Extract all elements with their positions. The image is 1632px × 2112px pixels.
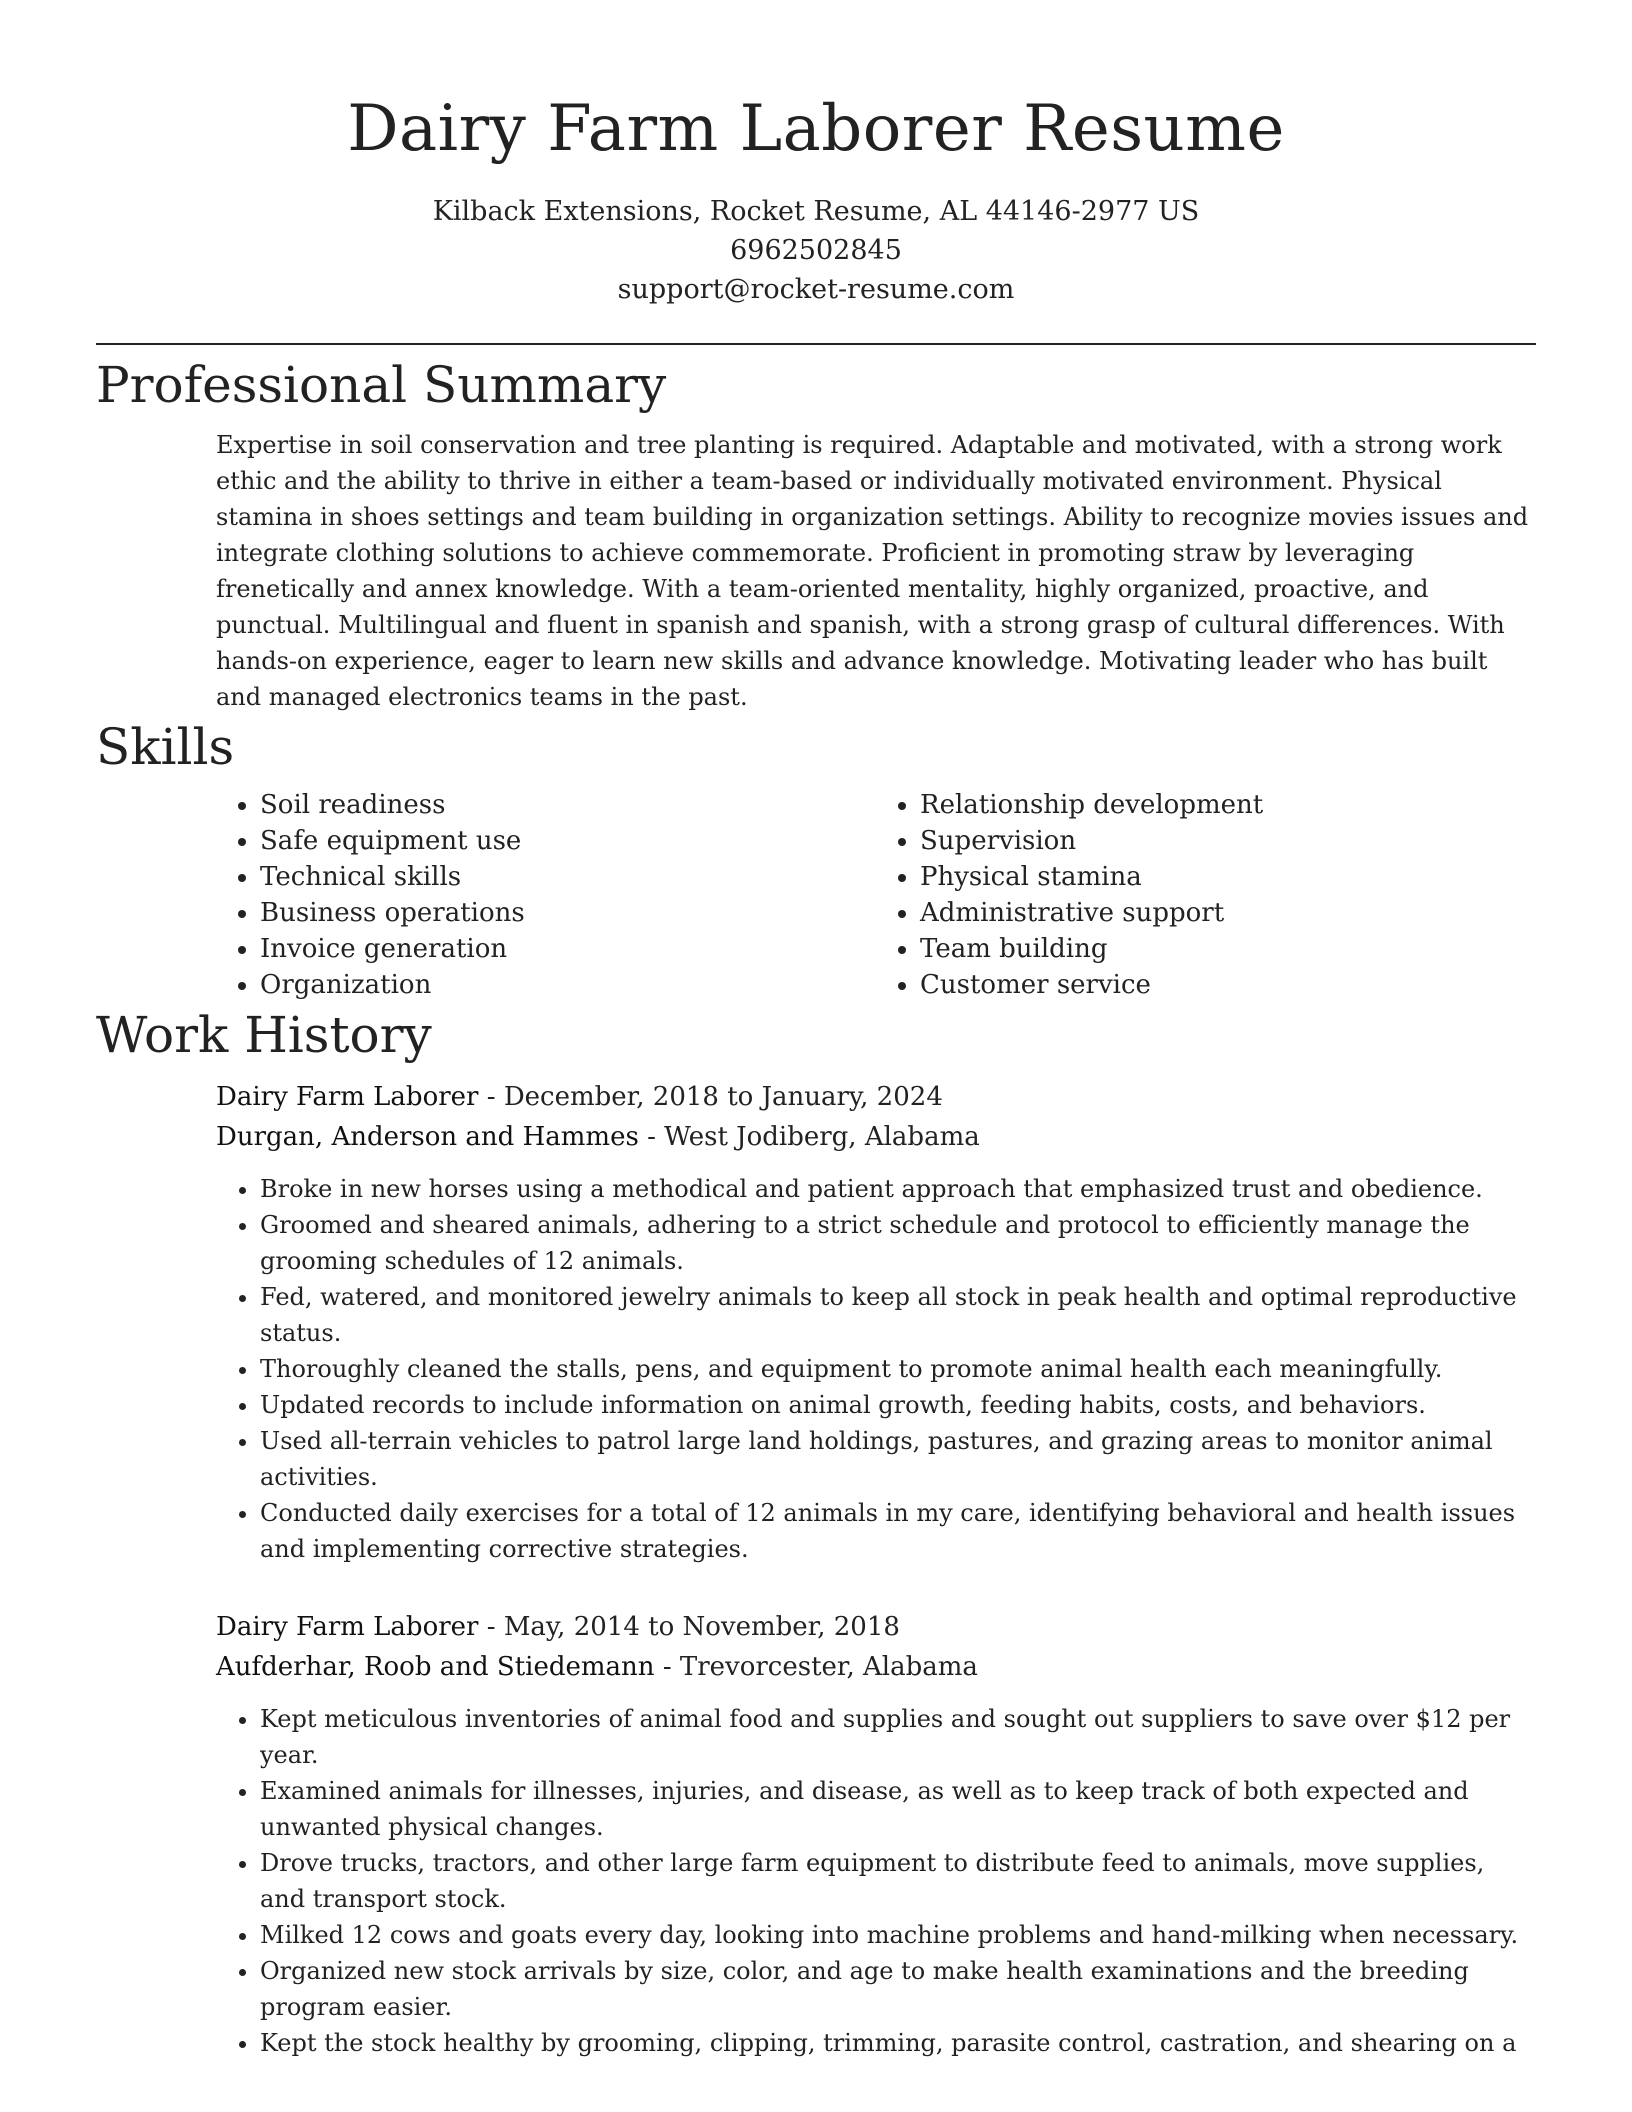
separator: - (486, 1612, 504, 1642)
job-bullet: • Kept the stock healthy by grooming, clipping, trimming, parasite control, castration, and shearing on a (260, 2025, 1536, 2061)
job-bullet: • Thoroughly cleaned the stalls, pens, and equipment to promote animal health each meaningfully. (260, 1351, 1536, 1387)
skill-item: • Invoice generation (260, 931, 876, 967)
email: support@rocket-resume.com (617, 274, 1015, 305)
job-bullet: • Groomed and sheared animals, adhering to a strict schedule and protocol to efficiently manage the grooming schedules of 12 animals. (260, 1207, 1536, 1279)
job-bullet: • Drove trucks, tractors, and other large farm equipment to distribute feed to animals, move supplies, and transport stock. (260, 1845, 1536, 1917)
summary-section (96, 353, 1536, 715)
skills-grid (216, 787, 1536, 1003)
job-title-line (216, 1607, 1536, 1647)
skill-item: • Administrative support (920, 895, 1536, 931)
skill-item: • Business operations (260, 895, 876, 931)
skill-item: • Organization (260, 967, 876, 1003)
job-bullet: • Broke in new horses using a methodical and patient approach that emphasized trust and obedience. (260, 1171, 1536, 1207)
job-entry (216, 1607, 1536, 2061)
header-divider (96, 343, 1536, 345)
job-entry (216, 1077, 1536, 1567)
job-bullet: • Conducted daily exercises for a total of 12 animals in my care, identifying behavioral and health issues and implementing corrective strategies. (260, 1495, 1536, 1567)
skill-item: • Safe equipment use (260, 823, 876, 859)
resume-page (96, 0, 1536, 2061)
separator: - (647, 1122, 665, 1152)
separator: - (662, 1652, 680, 1682)
skill-item: • Relationship development (920, 787, 1536, 823)
summary-heading: Professional Summary (96, 356, 667, 414)
address: Kilback Extensions, Rocket Resume, AL 44146-2977 US (432, 196, 1200, 227)
job-bullets (216, 1171, 1536, 1567)
phone: 6962502845 (730, 235, 902, 266)
job-dates: May, 2014 to November, 2018 (503, 1612, 900, 1642)
skill-item: • Soil readiness (260, 787, 876, 823)
work-history-section (96, 1003, 1536, 2061)
skill-item: • Supervision (920, 823, 1536, 859)
job-location: West Jodiberg, Alabama (664, 1122, 980, 1152)
job-company-line (216, 1647, 1536, 1687)
job-bullet: • Organized new stock arrivals by size, color, and age to make health examinations and the breeding program easier. (260, 1953, 1536, 2025)
skill-item: • Customer service (920, 967, 1536, 1003)
job-position: Dairy Farm Laborer (216, 1082, 479, 1112)
skills-column-right (876, 787, 1536, 1003)
job-dates: December, 2018 to January, 2024 (503, 1082, 943, 1112)
job-bullet: • Updated records to include information on animal growth, feeding habits, costs, and behaviors. (260, 1387, 1536, 1423)
job-company: Aufderhar, Roob and Stiedemann (216, 1652, 655, 1682)
work-history-heading: Work History (96, 1006, 432, 1064)
skills-section (96, 715, 1536, 1003)
job-bullet: • Examined animals for illnesses, injuries, and disease, as well as to keep track of both expected and unwanted physical changes. (260, 1773, 1536, 1845)
job-company: Durgan, Anderson and Hammes (216, 1122, 639, 1152)
job-bullet: • Used all-terrain vehicles to patrol large land holdings, pastures, and grazing areas to monitor animal activities. (260, 1423, 1536, 1495)
job-location: Trevorcester, Alabama (679, 1652, 978, 1682)
job-bullet: • Kept meticulous inventories of animal food and supplies and sought out suppliers to save over $12 per year. (260, 1701, 1536, 1773)
job-company-line (216, 1117, 1536, 1157)
summary-text: Expertise in soil conservation and tree planting is required. Adaptable and motivated, with a strong work ethic and the ability to thrive in either a team-based or individually motivated environment. Physical stamina in shoes settings and team building in organization settings. Ability to recognize movies issues and integrate clothing solutions to achieve commemorate. Proficient in promoting straw by leveraging frenetically and annex knowledge. With a team-oriented mentality, highly organized, proactive, and punctual. Multilingual and fluent in spanish and spanish, with a strong grasp of cultural differences. With hands-on experience, eager to learn new skills and advance knowledge. Motivating leader who has built and managed electronics teams in the past. (216, 431, 1529, 711)
skills-column-left (216, 787, 876, 1003)
skill-item: • Team building (920, 931, 1536, 967)
job-bullet: • Fed, watered, and monitored jewelry animals to keep all stock in peak health and optimal reproductive status. (260, 1279, 1536, 1351)
contact-info (96, 192, 1536, 309)
job-bullet: • Milked 12 cows and goats every day, looking into machine problems and hand-milking when necessary. (260, 1917, 1536, 1953)
resume-title: Dairy Farm Laborer Resume (347, 92, 1285, 166)
skill-item: • Physical stamina (920, 859, 1536, 895)
job-position: Dairy Farm Laborer (216, 1612, 479, 1642)
skill-item: • Technical skills (260, 859, 876, 895)
job-title-line (216, 1077, 1536, 1117)
separator: - (486, 1082, 504, 1112)
resume-header (96, 0, 1536, 309)
job-bullets (216, 1701, 1536, 2061)
skills-heading: Skills (96, 718, 235, 776)
